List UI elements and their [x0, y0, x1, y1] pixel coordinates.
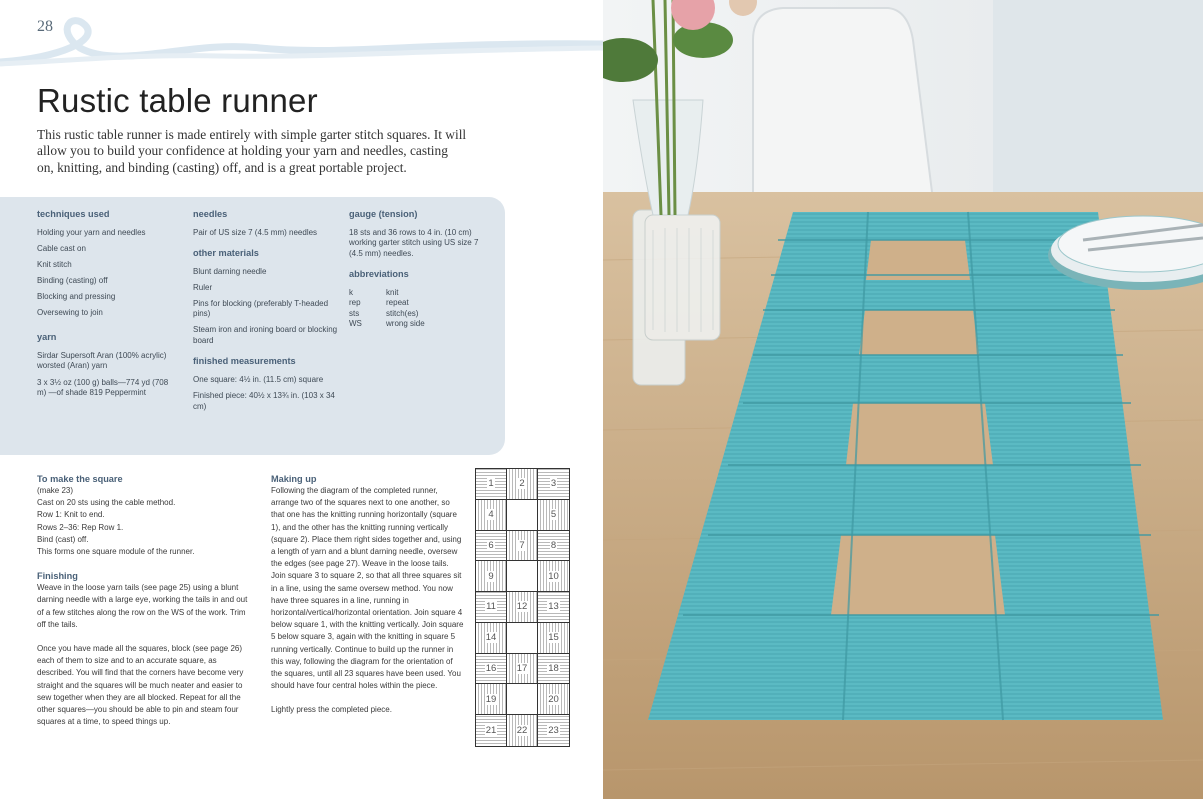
diagram-hole: [507, 684, 538, 715]
diagram-square: [507, 654, 538, 685]
material-item: Ruler: [193, 282, 213, 292]
diagram-square: [538, 500, 569, 531]
finishing-paragraph: Weave in the loose yarn tails (see page 25) using a blunt darning needle with a large eye, working the tails in and out of a few stitches along the row on the WS of the work. Trim off the tails.: [37, 583, 248, 629]
runner-diagram: [475, 468, 570, 747]
abbreviation-row: WS wrong side: [349, 319, 425, 328]
intro-paragraph: This rustic table runner is made entirely with simple garter stitch squares. It will allow you to build your confidence at holding your yarn and needles, casting on, knitting, and binding (casting) off, and is a great portable project.: [37, 127, 467, 175]
gauge-heading: gauge (tension): [349, 209, 418, 219]
diagram-square-number: 5: [550, 509, 557, 521]
abbreviations-heading: abbreviations: [349, 269, 409, 279]
diagram-square: [476, 715, 507, 746]
technique-item: Binding (casting) off: [37, 275, 108, 285]
diagram-square: [476, 684, 507, 715]
material-item: Pins for blocking (preferably T-headed pins): [193, 298, 329, 319]
diagram-square: [476, 592, 507, 623]
instruction-line: Bind (cast) off.: [37, 534, 89, 544]
abbreviation-row: sts stitch(es): [349, 308, 419, 318]
info-column-techniques: [37, 209, 177, 409]
making-up-paragraph: Lightly press the completed piece.: [271, 705, 392, 715]
diagram-hole: [507, 623, 538, 654]
finished-measurements-heading: finished measurements: [193, 356, 296, 367]
abbreviation-row: k knit: [349, 287, 399, 297]
diagram-square-number: 14: [485, 632, 497, 644]
diagram-square: [538, 469, 569, 500]
diagram-square-number: 10: [548, 570, 559, 582]
instruction-line: (make 23): [37, 486, 74, 495]
diagram-square: [507, 715, 538, 746]
instructions-middle-column: [271, 473, 464, 717]
diagram-square: [476, 500, 507, 531]
yarn-line: Sirdar Supersoft Aran (100% acrylic) worsted (Aran) yarn: [37, 350, 167, 371]
diagram-square: [476, 561, 507, 592]
diagram-square-number: 8: [550, 539, 557, 551]
technique-item: Knit stitch: [37, 259, 72, 269]
technique-item: Blocking and pressing: [37, 291, 116, 301]
diagram-square-number: 20: [548, 693, 559, 705]
diagram-square-number: 19: [485, 693, 497, 705]
diagram-square-number: 13: [548, 601, 559, 613]
instruction-line: Row 1: Knit to end.: [37, 510, 105, 520]
gauge-text: 18 sts and 36 rows to 4 in. (10 cm) working garter stitch using US size 7 (4.5 mm) needles.: [349, 227, 479, 258]
page-number: 28: [37, 18, 53, 35]
diagram-square-number: 11: [486, 601, 496, 613]
instructions-left-column: [37, 473, 255, 728]
abbreviation-row: rep repeat: [349, 298, 409, 307]
needles-text: Pair of US size 7 (4.5 mm) needles: [193, 227, 318, 237]
diagram-square: [507, 592, 538, 623]
diagram-hole: [507, 561, 538, 592]
diagram-square-number: 9: [488, 570, 494, 582]
material-item: Steam iron and ironing board or blocking board: [193, 325, 338, 345]
info-column-materials: [193, 209, 338, 422]
diagram-square: [538, 654, 569, 685]
material-item: Blunt darning needle: [193, 266, 267, 276]
diagram-square-number: 6: [488, 539, 494, 551]
other-materials-heading: other materials: [193, 248, 259, 258]
finishing-paragraph: Once you have made all the squares, block (see page 26) each of them to size and to an accurate square, as described. You will find that the corners have become very straight and the squares will be much neater and easier to sew together when they are all blocked. Repeat for all the other squares—you should be able to pin and steam four squares at a time, to speed things up.: [37, 644, 244, 727]
diagram-square: [507, 531, 538, 562]
diagram-square-number: 22: [516, 724, 528, 736]
diagram-square-number: 18: [548, 662, 559, 674]
table-runner-photo: [603, 0, 1203, 799]
diagram-square: [538, 623, 569, 654]
diagram-square-number: 16: [485, 662, 497, 674]
finishing-heading: Finishing: [37, 571, 78, 582]
diagram-square-number: 7: [519, 539, 525, 551]
instruction-line: Rows 2–36: Rep Row 1.: [37, 522, 124, 532]
to-make-heading: To make the square: [37, 474, 123, 484]
right-page: [603, 0, 1203, 799]
page-title: Rustic table runner: [37, 82, 318, 119]
yarn-line: 3 x 3½ oz (100 g) balls—774 yd (708 m) —of shade 819 Peppermint: [37, 377, 169, 398]
diagram-square-number: 1: [488, 478, 494, 490]
diagram-square: [538, 561, 569, 592]
making-up-heading: Making up: [271, 474, 317, 484]
diagram-square: [507, 469, 538, 500]
diagram-square-number: 12: [516, 601, 528, 613]
technique-item: Cable cast on: [37, 243, 86, 253]
making-up-paragraph: Following the diagram of the completed runner, arrange two of the squares next to one another, so that one has the knitting running horizontally (square 1), and the other has the knitting running vertically (square 2). Place them right sides together and, using a length of yarn and a blunt darning needle, oversew the edges (see page 27). Weave in the loose tails. Join square 3 to square 2, so that all three squares sit in a line, using the same oversew method. You now have three squares in a line, running in horizontal/vertical/horizontal orientation. Join square 4 below square 1, with the knitting vertically. Join square 5 below square 3, again with the knitting in square 5 running vertically. Continue to build up the runner in this way, following the diagram for the orientation of the squares, until all 23 squares have been used. You should have four central holes within the piece.: [271, 486, 464, 691]
diagram-square-number: 23: [548, 724, 559, 736]
measurement-line: Finished piece: 40½ x 13¾ in. (103 x 34 cm): [193, 391, 335, 411]
diagram-square-number: 3: [550, 478, 557, 490]
diagram-square: [538, 592, 569, 623]
diagram-square-number: 4: [488, 509, 494, 521]
technique-item: Oversewing to join: [37, 307, 103, 317]
diagram-hole: [507, 500, 538, 531]
diagram-square-number: 2: [519, 478, 525, 490]
diagram-square: [538, 684, 569, 715]
yarn-wave-decoration: [0, 0, 603, 80]
instruction-line: This forms one square module of the runner.: [37, 547, 195, 557]
diagram-square: [476, 531, 507, 562]
yarn-heading: yarn: [37, 332, 57, 343]
diagram-square: [538, 531, 569, 562]
diagram-square-number: 15: [548, 632, 559, 644]
diagram-square: [476, 469, 507, 500]
instruction-line: Cast on 20 sts using the cable method.: [37, 498, 176, 508]
measurement-line: One square: 4½ in. (11.5 cm) square: [193, 374, 324, 384]
techniques-heading: techniques used: [37, 209, 110, 219]
diagram-square-number: 17: [516, 662, 528, 674]
diagram-square: [476, 623, 507, 654]
info-column-gauge: [349, 209, 489, 340]
technique-item: Holding your yarn and needles: [37, 227, 146, 237]
diagram-square: [476, 654, 507, 685]
needles-heading: needles: [193, 209, 228, 219]
diagram-square: [538, 715, 569, 746]
diagram-square-number: 21: [485, 724, 497, 736]
